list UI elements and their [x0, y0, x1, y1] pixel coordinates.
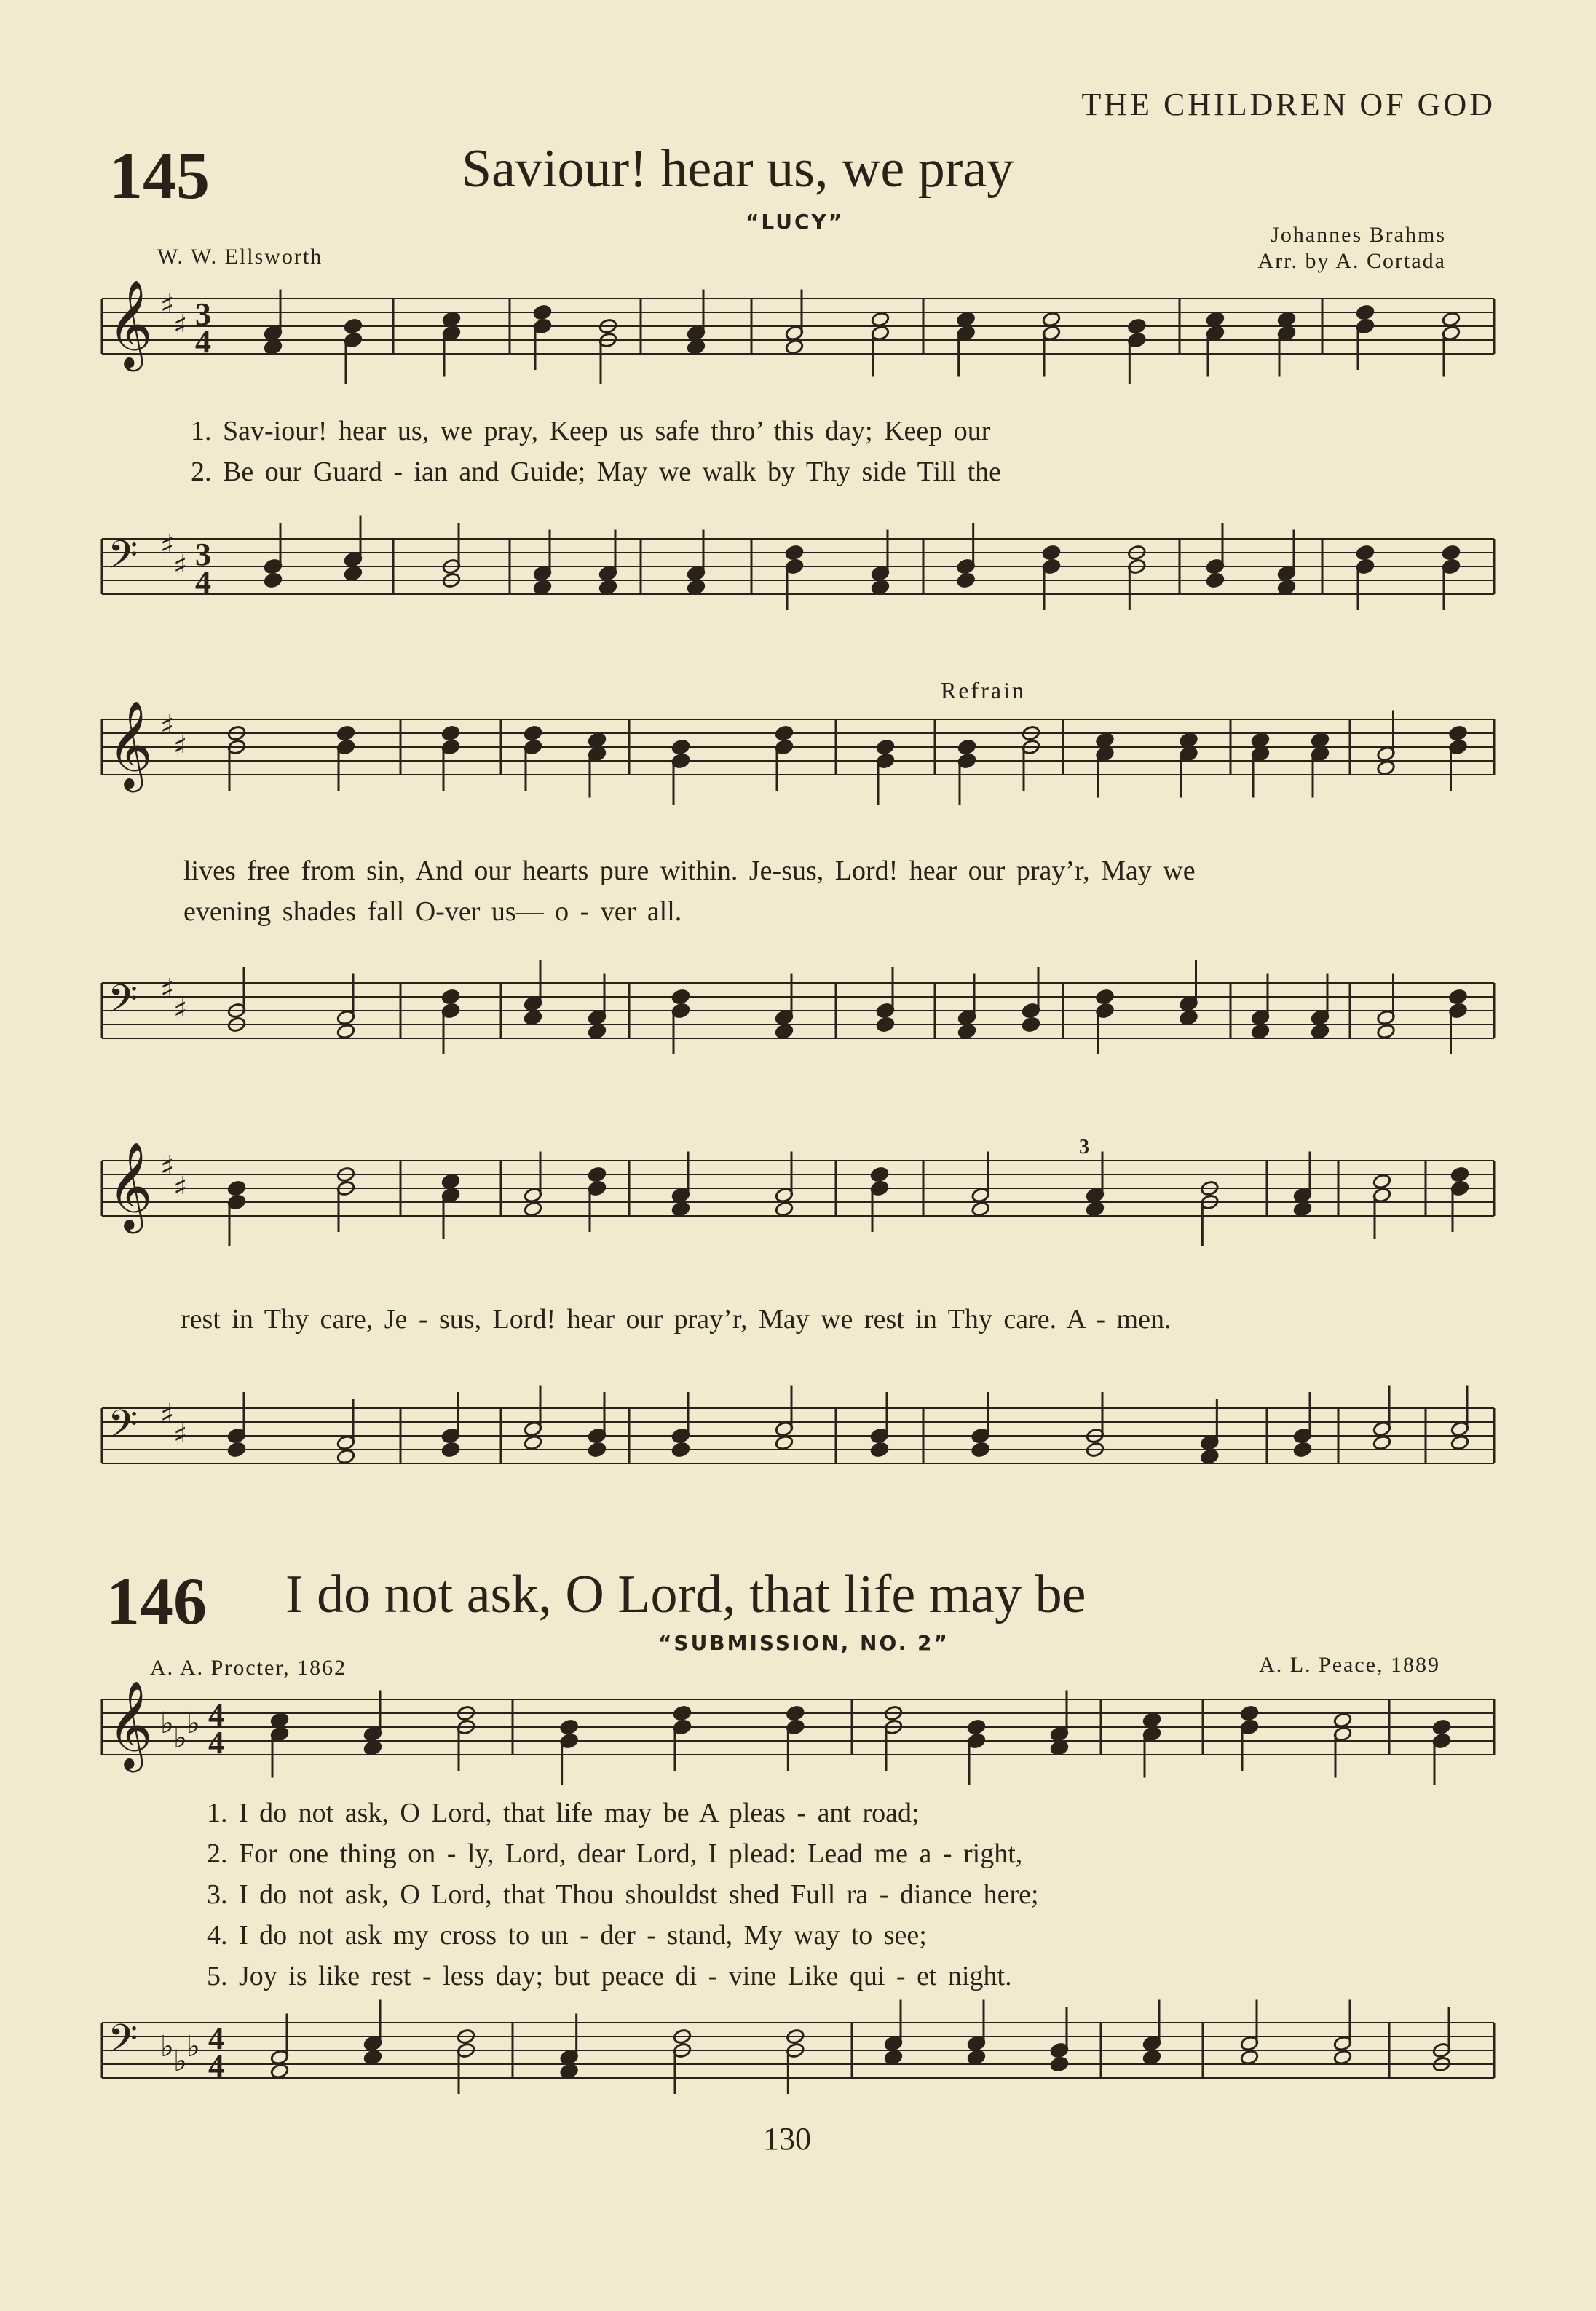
half-note-head — [775, 1434, 794, 1451]
bass-clef: 𝄢 — [108, 1402, 138, 1456]
half-note-head — [270, 2063, 289, 2079]
half-note-head — [524, 1434, 542, 1451]
quarter-note-head — [957, 311, 976, 328]
quarter-note-head — [270, 1712, 289, 1729]
quarter-note-head — [775, 1023, 794, 1040]
quarter-note-head — [1050, 1739, 1069, 1756]
flat-sign: ♭ — [160, 1707, 174, 1740]
sharp-sign: ♯ — [160, 529, 175, 562]
hymn-146-verse-5: 5. Joy is like rest - less day; but peace di - vine Like qui - et night. — [207, 1961, 1012, 1991]
quarter-note-head — [671, 989, 690, 1006]
quarter-note-head — [967, 1719, 986, 1736]
page-number: 130 — [763, 2121, 811, 2157]
quarter-note-head — [533, 579, 552, 596]
half-note-head — [1442, 311, 1461, 328]
sharp-sign: ♯ — [173, 549, 188, 582]
half-note-head — [1376, 759, 1395, 776]
time-signature-bottom: 4 — [195, 324, 211, 360]
quarter-note-head — [1086, 1201, 1105, 1217]
quarter-note-head — [1251, 732, 1270, 748]
quarter-note-head — [785, 545, 804, 561]
half-note-head — [871, 311, 890, 328]
quarter-note-head — [560, 2063, 579, 2079]
section-heading: THE CHILDREN OF GOD — [1081, 87, 1496, 122]
sharp-sign: ♯ — [173, 1171, 188, 1204]
quarter-note-head — [687, 579, 706, 596]
quarter-note-head — [1050, 2056, 1069, 2073]
hymn-146-verse-2: 2. For one thing on - ly, Lord, dear Lord, I plead: Lead me a - right, — [207, 1838, 1023, 1869]
quarter-note-head — [344, 318, 363, 335]
time-signature-bottom: 4 — [195, 564, 211, 600]
triplet-mark: 3 — [1079, 1136, 1089, 1158]
hymn-145-number: 145 — [109, 138, 210, 213]
quarter-note-head — [1293, 1442, 1312, 1458]
hymn-145-s2-verse2: evening shades fall O-ver us— o - ver all. — [183, 896, 682, 927]
quarter-note-head — [336, 725, 355, 742]
time-signature-top: 4 — [208, 1697, 224, 1733]
half-note-head — [775, 1201, 794, 1217]
quarter-note-head — [876, 739, 895, 756]
hymn-146-verse-4: 4. I do not ask my cross to un - der - stand, My way to see; — [207, 1920, 927, 1951]
quarter-note-head — [1206, 572, 1225, 589]
sharp-sign: ♯ — [160, 1150, 175, 1184]
quarter-note-head — [363, 2049, 382, 2066]
hymn-145-s1-verse2: 2. Be our Guard - ian and Guide; May we walk by Thy side Till the — [191, 457, 1002, 487]
hymn-145-arranger-credit: Arr. by A. Cortada — [1257, 249, 1446, 273]
quarter-note-head — [687, 339, 706, 355]
quarter-note-head — [588, 1023, 607, 1040]
flat-sign: ♭ — [173, 1721, 187, 1755]
quarter-note-head — [441, 1173, 460, 1190]
hymn-145-music-credit: Johannes Brahms — [1271, 223, 1446, 247]
half-note-head — [1333, 2049, 1352, 2066]
half-note-head — [524, 1201, 542, 1217]
quarter-note-head — [1022, 1016, 1040, 1033]
quarter-note-head — [1042, 545, 1061, 561]
hymn-145-s1-verse1: 1. Sav-iour! hear us, we pray, Keep us safe thro’ this day; Keep our — [191, 416, 991, 446]
treble-clef: 𝄞 — [108, 1680, 153, 1769]
sharp-sign: ♯ — [173, 1418, 188, 1452]
sharp-sign: ♯ — [160, 709, 175, 743]
quarter-note-head — [1142, 2049, 1161, 2066]
half-note-head — [1450, 1434, 1469, 1451]
quarter-note-head — [671, 1442, 690, 1458]
quarter-note-head — [1206, 311, 1225, 328]
hymn-146-verse-1: 1. I do not ask, O Lord, that life may be A pleas - ant road; — [207, 1798, 920, 1828]
hymn-145-refrain-label: Refrain — [941, 677, 1026, 703]
quarter-note-head — [598, 579, 617, 596]
quarter-note-head — [1442, 545, 1461, 561]
quarter-note-head — [264, 572, 283, 589]
sharp-sign: ♯ — [160, 1398, 175, 1431]
hymn-146-number: 146 — [106, 1564, 207, 1638]
quarter-note-head — [671, 1201, 690, 1217]
quarter-note-head — [1277, 579, 1296, 596]
quarter-note-head — [957, 1023, 976, 1040]
quarter-note-head — [957, 739, 976, 756]
quarter-note-head — [1448, 725, 1467, 742]
flat-sign: ♭ — [186, 1707, 200, 1740]
quarter-note-head — [1240, 1705, 1259, 1722]
time-signature-bottom: 4 — [208, 2048, 224, 2084]
quarter-note-head — [1200, 1448, 1219, 1465]
quarter-note-head — [1311, 732, 1330, 748]
time-signature-top: 3 — [195, 537, 211, 572]
quarter-note-head — [1277, 311, 1296, 328]
quarter-note-head — [588, 1166, 607, 1183]
notes — [227, 290, 1469, 2095]
quarter-note-head — [786, 1705, 805, 1722]
hymn-145-tune-name: “LUCY” — [746, 210, 845, 234]
hymn-145-title: Saviour! hear us, we pray — [462, 139, 1014, 199]
half-note-head — [1240, 2049, 1259, 2066]
quarter-note-head — [1095, 732, 1114, 748]
half-note-head — [1372, 1173, 1391, 1190]
quarter-note-head — [1356, 545, 1375, 561]
sharp-sign: ♯ — [160, 973, 175, 1006]
treble-clef: 𝄞 — [108, 1141, 153, 1230]
quarter-note-head — [524, 725, 542, 742]
quarter-note-head — [560, 1719, 579, 1736]
quarter-note-head — [441, 1442, 460, 1458]
quarter-note-head — [884, 2049, 903, 2066]
quarter-note-head — [870, 1442, 889, 1458]
quarter-note-head — [1293, 1201, 1312, 1217]
quarter-note-head — [524, 1009, 542, 1026]
flat-sign: ♭ — [160, 2030, 174, 2063]
quarter-note-head — [227, 1180, 246, 1197]
quarter-note-head — [957, 572, 976, 589]
quarter-note-head — [441, 725, 460, 742]
quarter-note-head — [967, 2049, 986, 2066]
quarter-note-head — [1432, 1719, 1451, 1736]
quarter-note-head — [227, 1442, 246, 1458]
quarter-note-head — [588, 1442, 607, 1458]
half-note-head — [785, 339, 804, 355]
bass-clef: 𝄢 — [108, 977, 138, 1031]
quarter-note-head — [1095, 989, 1114, 1006]
time-signature-top: 4 — [208, 2020, 224, 2056]
treble-clef: 𝄞 — [108, 700, 153, 789]
flat-sign: ♭ — [173, 2045, 187, 2078]
sharp-sign: ♯ — [173, 730, 188, 763]
hymn-145-s3-verse1: rest in Thy care, Je - sus, Lord! hear our pray’r, May we rest in Thy care. A - men. — [181, 1304, 1172, 1335]
quarter-note-head — [442, 311, 461, 328]
hymn-145-words-credit: W. W. Ellsworth — [157, 245, 323, 269]
sharp-sign: ♯ — [173, 309, 188, 342]
flat-sign: ♭ — [186, 2030, 200, 2063]
quarter-note-head — [1127, 318, 1146, 335]
sharp-sign: ♯ — [160, 288, 175, 322]
quarter-note-head — [1179, 1009, 1198, 1026]
quarter-note-head — [870, 1166, 889, 1183]
quarter-note-head — [671, 739, 690, 756]
sharp-sign: ♯ — [173, 993, 188, 1027]
quarter-note-head — [1179, 732, 1198, 748]
half-note-head — [1042, 311, 1061, 328]
quarter-note-head — [1251, 1023, 1270, 1040]
half-note-head — [1372, 1434, 1391, 1451]
quarter-note-head — [871, 579, 890, 596]
quarter-note-head — [264, 339, 283, 355]
quarter-note-head — [1356, 304, 1375, 321]
half-note-head — [971, 1201, 990, 1217]
quarter-note-head — [1450, 1166, 1469, 1183]
quarter-note-head — [441, 989, 460, 1006]
bass-clef: 𝄢 — [108, 2017, 138, 2071]
hymn-145-s2-verse1: lives free from sin, And our hearts pure within. Je-sus, Lord! hear our pray’r, May we — [183, 856, 1196, 886]
quarter-note-head — [588, 732, 607, 748]
quarter-note-head — [533, 304, 552, 321]
treble-clef: 𝄞 — [108, 279, 153, 368]
quarter-note-head — [673, 1705, 692, 1722]
hymn-146-music-credit: A. L. Peace, 1889 — [1259, 1653, 1440, 1677]
half-note-head — [1376, 1023, 1395, 1040]
quarter-note-head — [1311, 1023, 1330, 1040]
quarter-note-head — [1142, 1712, 1161, 1729]
quarter-note-head — [1448, 989, 1467, 1006]
quarter-note-head — [971, 1442, 990, 1458]
half-note-head — [336, 1448, 355, 1465]
quarter-note-head — [363, 1739, 382, 1756]
half-note-head — [336, 1023, 355, 1040]
quarter-note-head — [775, 725, 794, 742]
quarter-note-head — [876, 1016, 895, 1033]
hymn-146-verse-3: 3. I do not ask, O Lord, that Thou shouldst shed Full ra - diance here; — [207, 1879, 1039, 1910]
hymn-146-words-credit: A. A. Procter, 1862 — [150, 1656, 347, 1680]
time-signature-top: 3 — [195, 296, 211, 332]
bass-clef: 𝄢 — [108, 533, 138, 587]
hymn-146-title: I do not ask, O Lord, that life may be — [285, 1565, 1086, 1624]
half-note-head — [1333, 1712, 1352, 1729]
quarter-note-head — [344, 565, 363, 582]
time-signature-bottom: 4 — [208, 1725, 224, 1761]
hymn-146-tune-name: “SUBMISSION, NO. 2” — [658, 1631, 949, 1655]
